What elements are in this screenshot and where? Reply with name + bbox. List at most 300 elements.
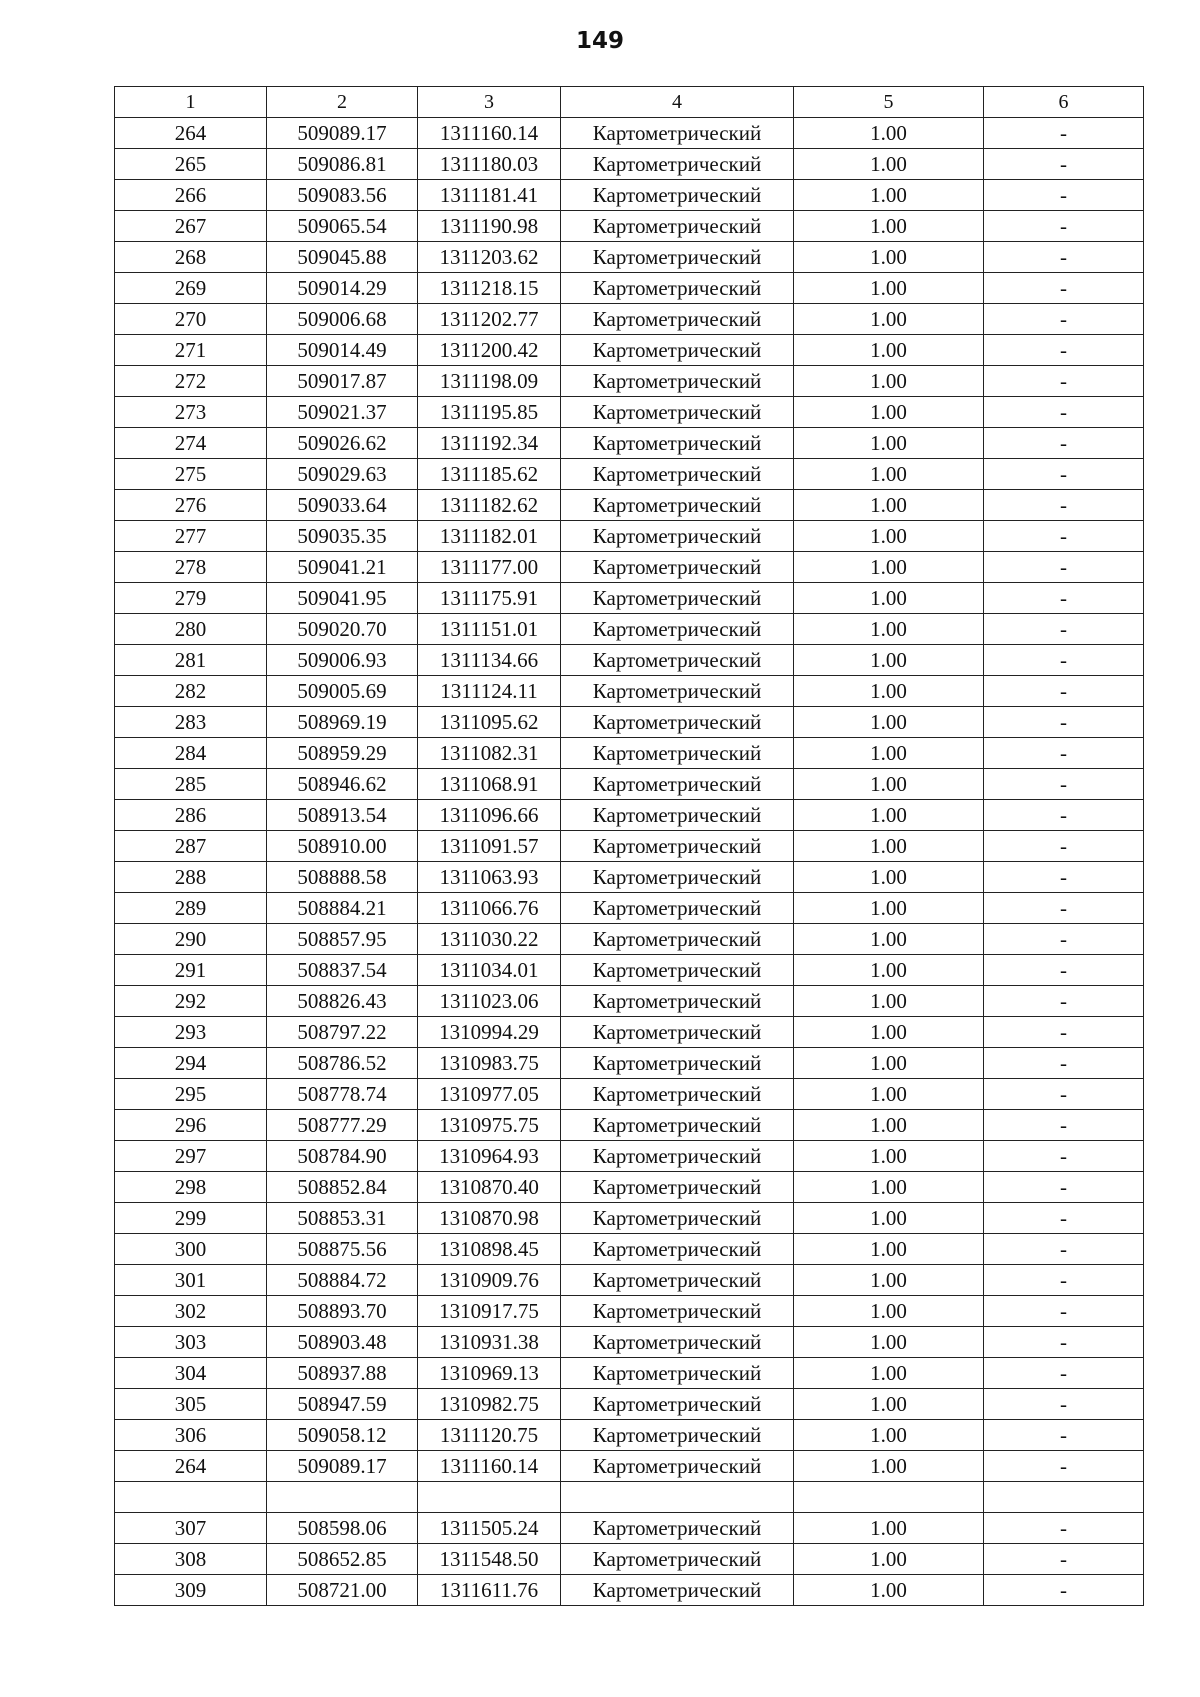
accuracy-cell: 1.00 xyxy=(794,1544,984,1575)
x-coordinate-cell: 509089.17 xyxy=(267,1451,418,1482)
table-row xyxy=(115,211,1144,242)
description-cell: - xyxy=(984,211,1144,242)
x-coordinate-cell: 509006.68 xyxy=(267,304,418,335)
description-cell: - xyxy=(984,1451,1144,1482)
x-coordinate-cell: 508852.84 xyxy=(267,1172,418,1203)
point-number-cell: 287 xyxy=(115,831,267,862)
point-number-cell: 285 xyxy=(115,769,267,800)
accuracy-cell: 1.00 xyxy=(794,149,984,180)
point-number-cell: 271 xyxy=(115,335,267,366)
x-coordinate-cell: 508959.29 xyxy=(267,738,418,769)
method-cell: Картометрический xyxy=(561,1544,794,1575)
description-cell: - xyxy=(984,1172,1144,1203)
accuracy-cell: 1.00 xyxy=(794,831,984,862)
description-cell: - xyxy=(984,180,1144,211)
point-number-cell: 297 xyxy=(115,1141,267,1172)
y-coordinate-cell: 1310975.75 xyxy=(418,1110,561,1141)
point-number-cell: 293 xyxy=(115,1017,267,1048)
point-number-cell: 301 xyxy=(115,1265,267,1296)
point-number-cell: 302 xyxy=(115,1296,267,1327)
accuracy-cell: 1.00 xyxy=(794,490,984,521)
point-number-cell: 292 xyxy=(115,986,267,1017)
accuracy-cell: 1.00 xyxy=(794,552,984,583)
table-row xyxy=(115,1482,1144,1513)
accuracy-cell: 1.00 xyxy=(794,1358,984,1389)
table-row xyxy=(115,273,1144,304)
column-header: 5 xyxy=(794,87,984,118)
y-coordinate-cell: 1310969.13 xyxy=(418,1358,561,1389)
point-number-cell: 290 xyxy=(115,924,267,955)
accuracy-cell: 1.00 xyxy=(794,645,984,676)
table-row xyxy=(115,893,1144,924)
method-cell: Картометрический xyxy=(561,149,794,180)
description-cell: - xyxy=(984,242,1144,273)
point-number-cell: 283 xyxy=(115,707,267,738)
accuracy-cell: 1.00 xyxy=(794,211,984,242)
y-coordinate-cell: 1311185.62 xyxy=(418,459,561,490)
accuracy-cell xyxy=(794,1482,984,1513)
x-coordinate-cell: 508598.06 xyxy=(267,1513,418,1544)
x-coordinate-cell: 508784.90 xyxy=(267,1141,418,1172)
point-number-cell: 303 xyxy=(115,1327,267,1358)
x-coordinate-cell: 508910.00 xyxy=(267,831,418,862)
point-number-cell: 308 xyxy=(115,1544,267,1575)
x-coordinate-cell: 508853.31 xyxy=(267,1203,418,1234)
point-number-cell: 278 xyxy=(115,552,267,583)
point-number-cell: 265 xyxy=(115,149,267,180)
y-coordinate-cell: 1311063.93 xyxy=(418,862,561,893)
x-coordinate-cell: 508826.43 xyxy=(267,986,418,1017)
method-cell: Картометрический xyxy=(561,490,794,521)
x-coordinate-cell: 509006.93 xyxy=(267,645,418,676)
table-row xyxy=(115,707,1144,738)
table-row xyxy=(115,1110,1144,1141)
description-cell: - xyxy=(984,986,1144,1017)
point-number-cell xyxy=(115,1482,267,1513)
point-number-cell: 286 xyxy=(115,800,267,831)
y-coordinate-cell: 1311175.91 xyxy=(418,583,561,614)
description-cell: - xyxy=(984,1575,1144,1606)
table-row xyxy=(115,242,1144,273)
point-number-cell: 266 xyxy=(115,180,267,211)
table-row xyxy=(115,1327,1144,1358)
table-row xyxy=(115,862,1144,893)
y-coordinate-cell: 1311023.06 xyxy=(418,986,561,1017)
y-coordinate-cell: 1311202.77 xyxy=(418,304,561,335)
description-cell: - xyxy=(984,800,1144,831)
accuracy-cell: 1.00 xyxy=(794,1420,984,1451)
accuracy-cell: 1.00 xyxy=(794,397,984,428)
description-cell: - xyxy=(984,366,1144,397)
y-coordinate-cell: 1311200.42 xyxy=(418,335,561,366)
method-cell: Картометрический xyxy=(561,1017,794,1048)
method-cell: Картометрический xyxy=(561,800,794,831)
accuracy-cell: 1.00 xyxy=(794,180,984,211)
accuracy-cell: 1.00 xyxy=(794,1389,984,1420)
description-cell: - xyxy=(984,1389,1144,1420)
method-cell: Картометрический xyxy=(561,924,794,955)
description-cell: - xyxy=(984,1358,1144,1389)
table-row xyxy=(115,304,1144,335)
table-row xyxy=(115,521,1144,552)
method-cell: Картометрический xyxy=(561,1358,794,1389)
y-coordinate-cell: 1311180.03 xyxy=(418,149,561,180)
point-number-cell: 272 xyxy=(115,366,267,397)
y-coordinate-cell: 1311120.75 xyxy=(418,1420,561,1451)
point-number-cell: 298 xyxy=(115,1172,267,1203)
accuracy-cell: 1.00 xyxy=(794,428,984,459)
point-number-cell: 309 xyxy=(115,1575,267,1606)
x-coordinate-cell: 509014.49 xyxy=(267,335,418,366)
method-cell: Картометрический xyxy=(561,211,794,242)
accuracy-cell: 1.00 xyxy=(794,366,984,397)
point-number-cell: 296 xyxy=(115,1110,267,1141)
x-coordinate-cell: 508652.85 xyxy=(267,1544,418,1575)
method-cell: Картометрический xyxy=(561,180,794,211)
y-coordinate-cell: 1311190.98 xyxy=(418,211,561,242)
x-coordinate-cell: 508721.00 xyxy=(267,1575,418,1606)
y-coordinate-cell: 1311124.11 xyxy=(418,676,561,707)
method-cell: Картометрический xyxy=(561,1327,794,1358)
method-cell: Картометрический xyxy=(561,614,794,645)
accuracy-cell: 1.00 xyxy=(794,1110,984,1141)
point-number-cell: 267 xyxy=(115,211,267,242)
method-cell: Картометрический xyxy=(561,1513,794,1544)
point-number-cell: 307 xyxy=(115,1513,267,1544)
accuracy-cell: 1.00 xyxy=(794,1296,984,1327)
method-cell: Картометрический xyxy=(561,986,794,1017)
description-cell: - xyxy=(984,428,1144,459)
x-coordinate-cell: 508903.48 xyxy=(267,1327,418,1358)
description-cell: - xyxy=(984,1017,1144,1048)
x-coordinate-cell: 509005.69 xyxy=(267,676,418,707)
x-coordinate-cell: 508884.72 xyxy=(267,1265,418,1296)
table-row xyxy=(115,1017,1144,1048)
table-row xyxy=(115,1265,1144,1296)
y-coordinate-cell: 1310982.75 xyxy=(418,1389,561,1420)
y-coordinate-cell: 1311091.57 xyxy=(418,831,561,862)
table-row xyxy=(115,738,1144,769)
x-coordinate-cell: 509058.12 xyxy=(267,1420,418,1451)
y-coordinate-cell: 1311198.09 xyxy=(418,366,561,397)
table-header xyxy=(115,87,1144,118)
table-row xyxy=(115,645,1144,676)
description-cell: - xyxy=(984,893,1144,924)
accuracy-cell: 1.00 xyxy=(794,800,984,831)
description-cell: - xyxy=(984,1048,1144,1079)
table-row xyxy=(115,552,1144,583)
method-cell: Картометрический xyxy=(561,242,794,273)
column-header: 3 xyxy=(418,87,561,118)
table-row xyxy=(115,180,1144,211)
description-cell: - xyxy=(984,583,1144,614)
column-header: 6 xyxy=(984,87,1144,118)
accuracy-cell: 1.00 xyxy=(794,583,984,614)
x-coordinate-cell: 508837.54 xyxy=(267,955,418,986)
x-coordinate-cell: 508778.74 xyxy=(267,1079,418,1110)
y-coordinate-cell: 1311068.91 xyxy=(418,769,561,800)
table-row xyxy=(115,800,1144,831)
accuracy-cell: 1.00 xyxy=(794,862,984,893)
description-cell: - xyxy=(984,1203,1144,1234)
table-row xyxy=(115,924,1144,955)
table-row xyxy=(115,1048,1144,1079)
point-number-cell: 284 xyxy=(115,738,267,769)
method-cell: Картометрический xyxy=(561,366,794,397)
point-number-cell: 268 xyxy=(115,242,267,273)
y-coordinate-cell xyxy=(418,1482,561,1513)
y-coordinate-cell: 1310870.98 xyxy=(418,1203,561,1234)
description-cell: - xyxy=(984,273,1144,304)
method-cell: Картометрический xyxy=(561,893,794,924)
method-cell: Картометрический xyxy=(561,676,794,707)
description-cell: - xyxy=(984,552,1144,583)
accuracy-cell: 1.00 xyxy=(794,676,984,707)
method-cell: Картометрический xyxy=(561,552,794,583)
y-coordinate-cell: 1310909.76 xyxy=(418,1265,561,1296)
coordinates-table xyxy=(114,86,1144,1606)
description-cell: - xyxy=(984,1234,1144,1265)
table-row xyxy=(115,1513,1144,1544)
method-cell: Картометрический xyxy=(561,1575,794,1606)
table-row xyxy=(115,614,1144,645)
method-cell: Картометрический xyxy=(561,273,794,304)
table-row xyxy=(115,986,1144,1017)
point-number-cell: 273 xyxy=(115,397,267,428)
description-cell: - xyxy=(984,459,1144,490)
point-number-cell: 295 xyxy=(115,1079,267,1110)
method-cell: Картометрический xyxy=(561,1079,794,1110)
x-coordinate-cell: 508857.95 xyxy=(267,924,418,955)
y-coordinate-cell: 1311160.14 xyxy=(418,1451,561,1482)
description-cell: - xyxy=(984,614,1144,645)
accuracy-cell: 1.00 xyxy=(794,1265,984,1296)
point-number-cell: 281 xyxy=(115,645,267,676)
table-row xyxy=(115,1389,1144,1420)
accuracy-cell: 1.00 xyxy=(794,459,984,490)
method-cell: Картометрический xyxy=(561,1389,794,1420)
table-row xyxy=(115,1420,1144,1451)
accuracy-cell: 1.00 xyxy=(794,707,984,738)
x-coordinate-cell: 509041.21 xyxy=(267,552,418,583)
x-coordinate-cell: 509035.35 xyxy=(267,521,418,552)
y-coordinate-cell: 1310917.75 xyxy=(418,1296,561,1327)
method-cell: Картометрический xyxy=(561,1420,794,1451)
table-row xyxy=(115,1203,1144,1234)
description-cell: - xyxy=(984,924,1144,955)
table-row xyxy=(115,1079,1144,1110)
y-coordinate-cell: 1310870.40 xyxy=(418,1172,561,1203)
y-coordinate-cell: 1310964.93 xyxy=(418,1141,561,1172)
y-coordinate-cell: 1311134.66 xyxy=(418,645,561,676)
accuracy-cell: 1.00 xyxy=(794,1017,984,1048)
method-cell: Картометрический xyxy=(561,1451,794,1482)
accuracy-cell: 1.00 xyxy=(794,955,984,986)
y-coordinate-cell: 1311030.22 xyxy=(418,924,561,955)
x-coordinate-cell: 509014.29 xyxy=(267,273,418,304)
method-cell: Картометрический xyxy=(561,862,794,893)
method-cell: Картометрический xyxy=(561,955,794,986)
method-cell: Картометрический xyxy=(561,459,794,490)
y-coordinate-cell: 1311611.76 xyxy=(418,1575,561,1606)
accuracy-cell: 1.00 xyxy=(794,769,984,800)
column-header: 1 xyxy=(115,87,267,118)
method-cell: Картометрический xyxy=(561,1203,794,1234)
x-coordinate-cell: 508946.62 xyxy=(267,769,418,800)
method-cell: Картометрический xyxy=(561,645,794,676)
table-row xyxy=(115,1358,1144,1389)
point-number-cell: 289 xyxy=(115,893,267,924)
method-cell: Картометрический xyxy=(561,397,794,428)
y-coordinate-cell: 1311203.62 xyxy=(418,242,561,273)
point-number-cell: 270 xyxy=(115,304,267,335)
accuracy-cell: 1.00 xyxy=(794,1575,984,1606)
accuracy-cell: 1.00 xyxy=(794,1172,984,1203)
x-coordinate-cell: 508797.22 xyxy=(267,1017,418,1048)
point-number-cell: 305 xyxy=(115,1389,267,1420)
x-coordinate-cell: 509017.87 xyxy=(267,366,418,397)
x-coordinate-cell: 509086.81 xyxy=(267,149,418,180)
method-cell: Картометрический xyxy=(561,1048,794,1079)
table-body xyxy=(115,118,1144,1606)
x-coordinate-cell: 509065.54 xyxy=(267,211,418,242)
page-number: 149 xyxy=(575,28,624,54)
x-coordinate-cell: 508786.52 xyxy=(267,1048,418,1079)
method-cell: Картометрический xyxy=(561,707,794,738)
description-cell: - xyxy=(984,645,1144,676)
y-coordinate-cell: 1310977.05 xyxy=(418,1079,561,1110)
accuracy-cell: 1.00 xyxy=(794,1203,984,1234)
method-cell: Картометрический xyxy=(561,428,794,459)
method-cell: Картометрический xyxy=(561,521,794,552)
method-cell: Картометрический xyxy=(561,1110,794,1141)
table-row xyxy=(115,397,1144,428)
description-cell: - xyxy=(984,769,1144,800)
description-cell: - xyxy=(984,738,1144,769)
point-number-cell: 269 xyxy=(115,273,267,304)
point-number-cell: 299 xyxy=(115,1203,267,1234)
table-row xyxy=(115,1296,1144,1327)
point-number-cell: 300 xyxy=(115,1234,267,1265)
description-cell xyxy=(984,1482,1144,1513)
method-cell: Картометрический xyxy=(561,1141,794,1172)
accuracy-cell: 1.00 xyxy=(794,273,984,304)
method-cell: Картометрический xyxy=(561,118,794,149)
x-coordinate-cell: 508888.58 xyxy=(267,862,418,893)
table-row xyxy=(115,149,1144,180)
method-cell: Картометрический xyxy=(561,1296,794,1327)
method-cell xyxy=(561,1482,794,1513)
point-number-cell: 276 xyxy=(115,490,267,521)
point-number-cell: 304 xyxy=(115,1358,267,1389)
accuracy-cell: 1.00 xyxy=(794,1141,984,1172)
accuracy-cell: 1.00 xyxy=(794,1327,984,1358)
y-coordinate-cell: 1311066.76 xyxy=(418,893,561,924)
table-row xyxy=(115,955,1144,986)
accuracy-cell: 1.00 xyxy=(794,335,984,366)
point-number-cell: 291 xyxy=(115,955,267,986)
y-coordinate-cell: 1311505.24 xyxy=(418,1513,561,1544)
point-number-cell: 275 xyxy=(115,459,267,490)
y-coordinate-cell: 1311034.01 xyxy=(418,955,561,986)
table-row xyxy=(115,769,1144,800)
x-coordinate-cell: 509026.62 xyxy=(267,428,418,459)
table-row xyxy=(115,1141,1144,1172)
table-row xyxy=(115,1575,1144,1606)
y-coordinate-cell: 1311082.31 xyxy=(418,738,561,769)
description-cell: - xyxy=(984,304,1144,335)
x-coordinate-cell: 509033.64 xyxy=(267,490,418,521)
point-number-cell: 274 xyxy=(115,428,267,459)
accuracy-cell: 1.00 xyxy=(794,521,984,552)
column-header: 2 xyxy=(267,87,418,118)
y-coordinate-cell: 1311182.62 xyxy=(418,490,561,521)
method-cell: Картометрический xyxy=(561,831,794,862)
table-row xyxy=(115,118,1144,149)
method-cell: Картометрический xyxy=(561,1172,794,1203)
method-cell: Картометрический xyxy=(561,738,794,769)
accuracy-cell: 1.00 xyxy=(794,738,984,769)
x-coordinate-cell: 509020.70 xyxy=(267,614,418,645)
accuracy-cell: 1.00 xyxy=(794,893,984,924)
point-number-cell: 277 xyxy=(115,521,267,552)
description-cell: - xyxy=(984,521,1144,552)
description-cell: - xyxy=(984,1110,1144,1141)
header-row xyxy=(115,87,1144,118)
description-cell: - xyxy=(984,1141,1144,1172)
method-cell: Картометрический xyxy=(561,304,794,335)
description-cell: - xyxy=(984,118,1144,149)
accuracy-cell: 1.00 xyxy=(794,118,984,149)
x-coordinate-cell: 508969.19 xyxy=(267,707,418,738)
description-cell: - xyxy=(984,1544,1144,1575)
x-coordinate-cell: 509045.88 xyxy=(267,242,418,273)
table-row xyxy=(115,335,1144,366)
description-cell: - xyxy=(984,1513,1144,1544)
y-coordinate-cell: 1310994.29 xyxy=(418,1017,561,1048)
y-coordinate-cell: 1311182.01 xyxy=(418,521,561,552)
description-cell: - xyxy=(984,1079,1144,1110)
x-coordinate-cell: 508893.70 xyxy=(267,1296,418,1327)
y-coordinate-cell: 1311151.01 xyxy=(418,614,561,645)
accuracy-cell: 1.00 xyxy=(794,614,984,645)
accuracy-cell: 1.00 xyxy=(794,1048,984,1079)
table-row xyxy=(115,366,1144,397)
x-coordinate-cell: 508884.21 xyxy=(267,893,418,924)
y-coordinate-cell: 1311195.85 xyxy=(418,397,561,428)
x-coordinate-cell: 509083.56 xyxy=(267,180,418,211)
y-coordinate-cell: 1311160.14 xyxy=(418,118,561,149)
point-number-cell: 264 xyxy=(115,1451,267,1482)
x-coordinate-cell: 508913.54 xyxy=(267,800,418,831)
description-cell: - xyxy=(984,149,1144,180)
point-number-cell: 306 xyxy=(115,1420,267,1451)
x-coordinate-cell: 508875.56 xyxy=(267,1234,418,1265)
accuracy-cell: 1.00 xyxy=(794,924,984,955)
accuracy-cell: 1.00 xyxy=(794,1234,984,1265)
description-cell: - xyxy=(984,1327,1144,1358)
column-header: 4 xyxy=(561,87,794,118)
accuracy-cell: 1.00 xyxy=(794,242,984,273)
y-coordinate-cell: 1310983.75 xyxy=(418,1048,561,1079)
description-cell: - xyxy=(984,831,1144,862)
table-row xyxy=(115,1172,1144,1203)
y-coordinate-cell: 1311548.50 xyxy=(418,1544,561,1575)
accuracy-cell: 1.00 xyxy=(794,1079,984,1110)
y-coordinate-cell: 1311177.00 xyxy=(418,552,561,583)
table-row xyxy=(115,676,1144,707)
table-row xyxy=(115,831,1144,862)
